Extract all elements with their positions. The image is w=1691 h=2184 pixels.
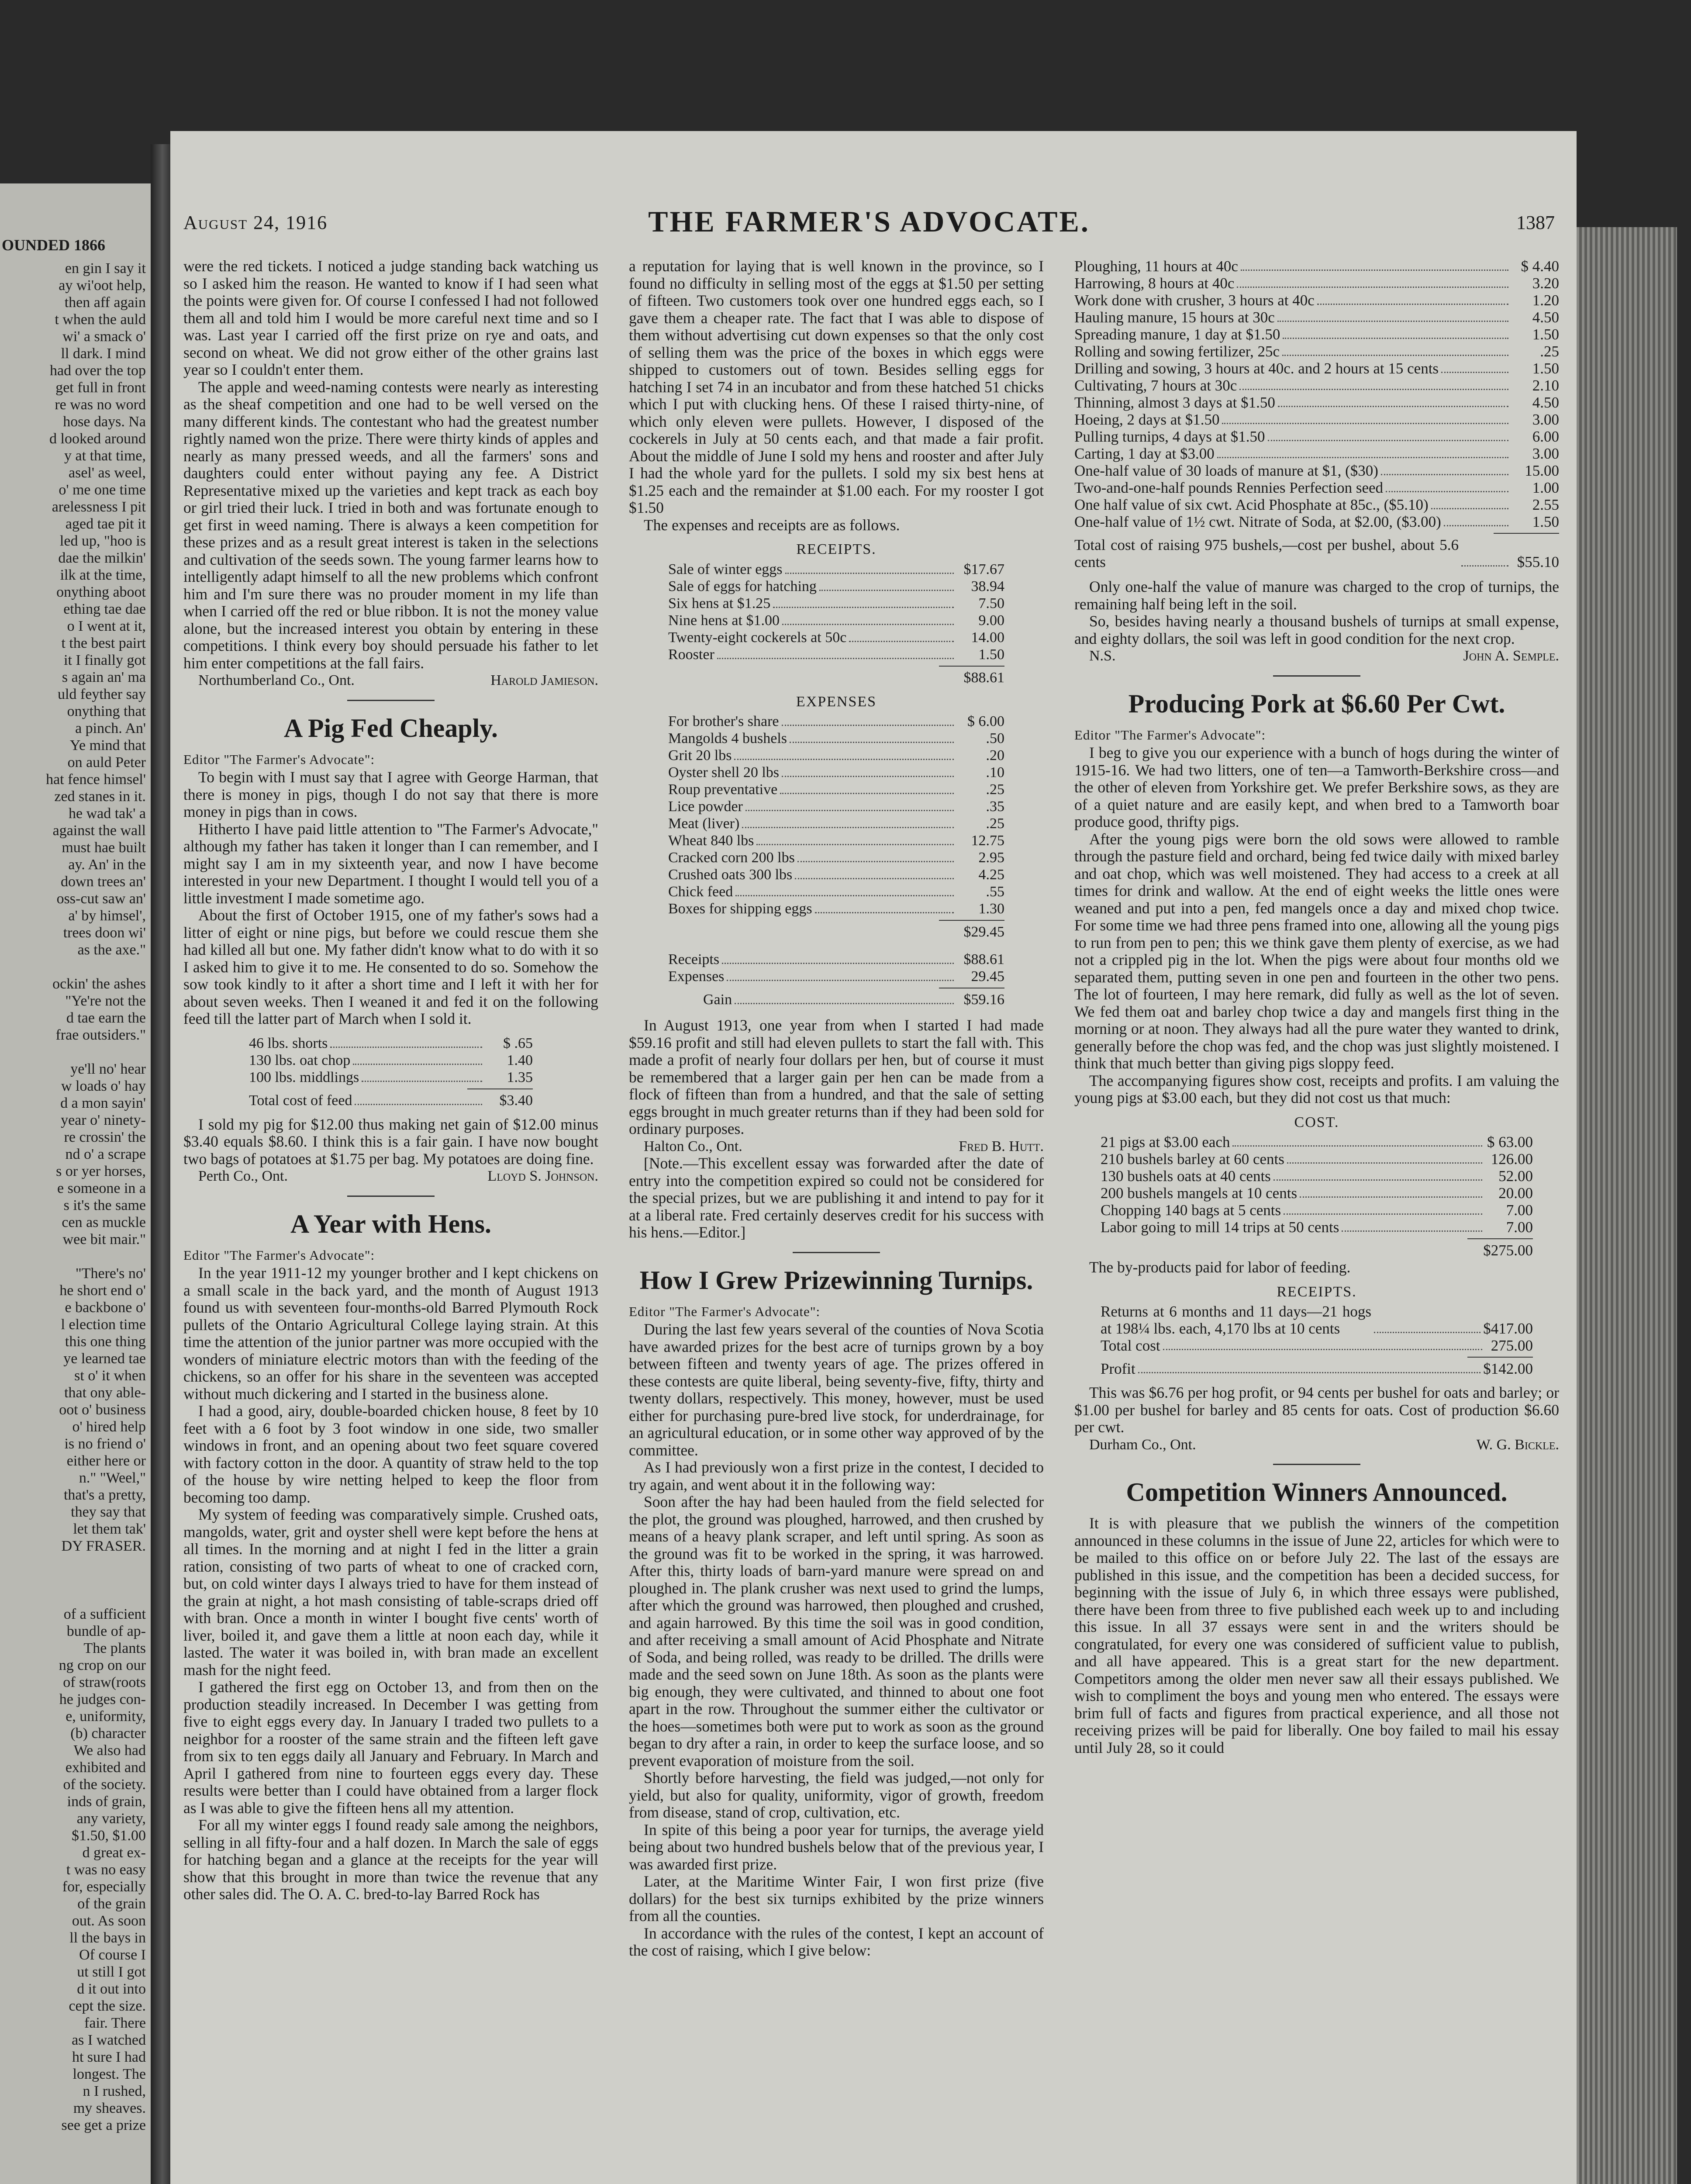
paragraph: were the red tickets. I noticed a judge standing back watching us so I asked him the reason. He wanted to know if I had seen what the points were given for. Of course I confessed I had not followed them all and told him I would be more careful next time and so I was. Last year I carried off the first prize on rye and oats, and second on wheat. We did not grow either of the other grains last year so I couldn't enter them. bbox=[183, 257, 598, 378]
left-page-line: of the grain bbox=[77, 1896, 146, 1912]
paragraph: After the young pigs were born the old sows were allowed to ramble through the pasture field and orchard, being fed twice daily with mixed barley and oat chop, which was well moistened. They had access to a creek at all times for drink and wallow. At the end of eight weeks the little ones were weaned and put into a pen, fed mangels once a day and mixed chop twice. For some time we had three pens framed into one, allowing all the young pigs to run from pen to pen; this we think gave them plenty of exercise, as we had not a crippled pig in the lot. When the pigs were about four months old we separated them, putting seven in one pen and fourteen in the other two pens. The lot of fourteen, I may here remark, did fully as well as the lot of seven. We fed them oat and barley chop twice a day and mangels first thing in the morning or at noon. They always had all the pure water they wanted to drink, generally before the chop was fed, and the chop was just slightly moistened. I think that much better than giving pigs sloppy feed. bbox=[1074, 830, 1559, 1072]
paragraph: The apple and weed-naming contests were nearly as interesting as the sheaf competition and one had to be well versed on the many different kinds. The contestant who had the greatest number rightly named won the prize. There were thirty kinds of apples and nearly as many pressed weeds, and all the farmers' sons and daughters could enter without paying any fee. A District Representative mixed up the varieties and kept track as each boy or girl tried their luck. I tried in both and was fortunate enough to get first in weed naming. There is always a keen competition for these prizes and as a result great interest is taken in the selections and cultivation of the seeds sown. The young farmer learns how to intelligently adapt himself to all the new problems which confront him and I'm sure there was no prouder moment in my life than when I carried off the red or blue ribbon. It is not the money value alone, but the increased interest you obtain by entering in these competitions. I think every boy should persuade his father to let him enter competitions at the fall fairs. bbox=[183, 378, 598, 672]
signature: Northumberland Co., Ont. Harold Jamieson. bbox=[198, 672, 598, 688]
left-page-line: (b) character bbox=[70, 1725, 146, 1742]
left-page-line: DY FRASER. bbox=[61, 1538, 146, 1554]
left-page-fragment bbox=[0, 183, 151, 2184]
left-page-line: aged tae pit it bbox=[65, 516, 146, 532]
left-page-line: ng crop on our bbox=[59, 1657, 146, 1673]
left-page-line: cept the size. bbox=[69, 1998, 146, 2014]
left-page-line bbox=[2, 1044, 146, 1061]
article-title: How I Grew Prizewinning Turnips. bbox=[639, 1265, 1033, 1295]
left-page-line bbox=[2, 958, 146, 975]
article-title: Competition Winners Announced. bbox=[1126, 1478, 1508, 1507]
table-row: Thinning, almost 3 days at $1.50 4.50 bbox=[1074, 394, 1559, 411]
table-row: One half value of six cwt. Acid Phosphate at 85c., ($5.10) 2.55 bbox=[1074, 496, 1559, 513]
table-row: Pulling turnips, 4 days at $1.50 6.00 bbox=[1074, 428, 1559, 445]
table-row: 46 lbs. shorts $ .65 bbox=[249, 1035, 533, 1051]
left-page-line: that's a pretty, bbox=[63, 1487, 146, 1503]
table-row: Crushed oats 300 lbs 4.25 bbox=[668, 867, 1004, 883]
signature: N.S. John A. Semple. bbox=[1089, 648, 1559, 664]
left-page-line: it I finally got bbox=[64, 652, 146, 668]
left-page-line: exhibited and bbox=[65, 1759, 146, 1776]
table-total: $88.61 bbox=[963, 669, 1004, 686]
table-row: Twenty-eight cockerels at 50c 14.00 bbox=[668, 629, 1004, 646]
paragraph: About the first of October 1915, one of my father's sows had a litter of eight or nine pigs, but before we could rescue them she had killed all but one. My father didn't know what to do with it so I asked him to give it to me. He consented to do so. Somehow the sow took kindly to it after a short time and I left it with her for about seven weeks. Then I weaned it and fed it on the following feed till the latter part of March when I sold it. bbox=[183, 906, 598, 1027]
left-page-line: down trees an' bbox=[61, 874, 146, 890]
left-page-line: out. As soon bbox=[72, 1913, 146, 1929]
table-row: Nine hens at $1.00 9.00 bbox=[668, 612, 1004, 629]
table-row: 130 bushels oats at 40 cents 52.00 bbox=[1101, 1168, 1533, 1185]
table-row: Mangolds 4 bushels .50 bbox=[668, 730, 1004, 746]
feed-table bbox=[183, 1035, 598, 1109]
left-page-line: nd o' a scrape bbox=[65, 1146, 146, 1162]
left-page-line: onything aboot bbox=[56, 584, 146, 600]
divider bbox=[1273, 675, 1360, 677]
left-page-line: asel' as weel, bbox=[69, 465, 146, 481]
left-page-line: re was no word bbox=[55, 397, 146, 413]
issue-date: August 24, 1916 bbox=[183, 212, 328, 233]
paragraph: The expenses and receipts are as follows. bbox=[644, 516, 900, 534]
table-row: Grit 20 lbs .20 bbox=[668, 747, 1004, 764]
left-page-line: d tae earn the bbox=[66, 1010, 146, 1026]
left-page-line: ockin' the ashes bbox=[52, 976, 146, 992]
left-page-line: l election time bbox=[61, 1317, 146, 1333]
paragraph: Later, at the Maritime Winter Fair, I won first prize (five dollars) for the best six turnips exhibited by the prize winners from all the counties. bbox=[629, 1873, 1044, 1925]
table-total: $275.00 bbox=[1483, 1242, 1533, 1259]
left-page-line: uld feyther say bbox=[57, 686, 146, 702]
paragraph: In the year 1911-12 my younger brother and I kept chickens on a small scale in the back yard, and the month of August 1913 found us with seventeen four-months-old Barred Plymouth Rock pullets of the Ontario Agricultural College laying strain. At this time the attention of the junior partner was more occupied with the wonders of miniature electric motors than with the feeding of the chickens, so an offer for his share in the seventeen was accepted without much dickering and I started in the business alone. bbox=[183, 1264, 598, 1403]
paragraph: In spite of this being a poor year for turnips, the average yield being about two hundred bushels below that of the previous year, I was awarded first prize. bbox=[629, 1821, 1044, 1873]
left-page-line: that ony able- bbox=[64, 1385, 146, 1401]
newspaper-page bbox=[170, 131, 1577, 2184]
table-heading: RECEIPTS. bbox=[796, 541, 877, 557]
left-page-line bbox=[2, 1572, 146, 1589]
left-page-line: t the best pairt bbox=[61, 635, 146, 651]
pork-receipts bbox=[1074, 1283, 1559, 1378]
left-page-line: get full in front bbox=[55, 380, 146, 396]
left-page-line: $1.50, $1.00 bbox=[72, 1828, 146, 1844]
left-page-line: t was no easy bbox=[66, 1862, 146, 1878]
editor-salutation: Editor "The Farmer's Advocate": bbox=[629, 1303, 821, 1319]
table-heading: RECEIPTS. bbox=[1277, 1283, 1357, 1300]
left-page-line: trees doon wi' bbox=[63, 925, 146, 941]
left-page-line: n." "Weel," bbox=[79, 1470, 146, 1486]
column-2 bbox=[629, 258, 1044, 1959]
editor-salutation: Editor "The Farmer's Advocate": bbox=[183, 751, 375, 767]
left-page-line: they say that bbox=[71, 1504, 146, 1520]
editor-salutation: Editor "The Farmer's Advocate": bbox=[1074, 727, 1266, 743]
paragraph: The by-products paid for labor of feeding. bbox=[1089, 1258, 1351, 1276]
left-page-header: OUNDED 1866 bbox=[2, 236, 106, 254]
paragraph: So, besides having nearly a thousand bushels of turnips at small expense, and eighty dollars, the soil was left in good condition for the next crop. bbox=[1074, 612, 1559, 647]
left-page-line: year o' ninety- bbox=[61, 1112, 146, 1128]
left-page-line: o' hired help bbox=[72, 1419, 146, 1435]
table-row: Drilling and sowing, 3 hours at 40c. and 2 hours at 15 cents 1.50 bbox=[1074, 360, 1559, 377]
left-page-line: wee bit mair." bbox=[62, 1231, 146, 1248]
table-row: Oyster shell 20 lbs .10 bbox=[668, 764, 1004, 781]
table-row: Hauling manure, 15 hours at 30c 4.50 bbox=[1074, 309, 1559, 326]
left-page-line: d a mon sayin' bbox=[60, 1095, 146, 1111]
left-page-line: ht sure I had bbox=[72, 2049, 146, 2065]
left-page-line: longest. The bbox=[72, 2066, 146, 2082]
left-page-line: then aff again bbox=[64, 294, 146, 311]
table-row: Cultivating, 7 hours at 30c 2.10 bbox=[1074, 377, 1559, 394]
paragraph: During the last few years several of the counties of Nova Scotia have awarded prizes for the best acre of turnips grown by a boy between fifteen and twenty years of age. The prizes offered in these contests are quite liberal, being seventy-five, fifty, thirty and twenty dollars, respectively. This money, however, must be used either for purchasing pure-bred live stock, for underdrainage, for an agricultural education, or in some other way approved of by the committee. bbox=[629, 1320, 1044, 1459]
profit-row: Profit $142.00 bbox=[1101, 1360, 1533, 1377]
book-gutter bbox=[151, 144, 170, 2184]
table-row: 200 bushels mangels at 10 cents 20.00 bbox=[1101, 1185, 1533, 1202]
left-page-line: any variety, bbox=[76, 1811, 146, 1827]
paragraph: I beg to give you our experience with a bunch of hogs during the winter of 1915-16. We had two litters, one of ten—a Tamworth-Berkshire cross—and the other of eleven from Yorkshire get. We prefer Berkshire sows, as they are of a quiet nature and are easily kept, and when bred to a Tamworth boar produce good, thrifty pigs. bbox=[1074, 744, 1559, 830]
divider bbox=[793, 1252, 880, 1253]
left-page-line: of straw(roots bbox=[63, 1674, 146, 1690]
paragraph: As I had previously won a first prize in the contest, I decided to try again, and went about it in the following way: bbox=[629, 1458, 1044, 1493]
left-page-line: n I rushed, bbox=[83, 2083, 146, 2099]
paragraph: In accordance with the rules of the contest, I kept an account of the cost of raising, which I give below: bbox=[629, 1924, 1044, 1959]
left-page-line: see get a prize bbox=[61, 2117, 146, 2133]
left-page-line: y at that time, bbox=[64, 448, 146, 464]
page-number: 1387 bbox=[1516, 212, 1555, 233]
left-page-line: o I went at it, bbox=[67, 618, 146, 634]
table-row: Work done with crusher, 3 hours at 40c 1.20 bbox=[1074, 292, 1559, 309]
paragraph: I sold my pig for $12.00 thus making net gain of $12.00 minus $3.40 equals $8.60. I think this is a fair gain. I have now bought two bags of potatoes at $1.75 per bag. My potatoes are doing fine. bbox=[183, 1115, 598, 1168]
editor-note: [Note.—This excellent essay was forwarded after the date of entry into the competition expired so could not be considered for the special prizes, but we are publishing it and intend to pay for it at a liberal rate. Fred certainly deserves credit for his success with his hens.—Editor.] bbox=[629, 1154, 1044, 1241]
left-page-line bbox=[2, 1589, 146, 1606]
left-page-line: We also had bbox=[73, 1742, 146, 1759]
table-row: Meat (liver) .25 bbox=[668, 816, 1004, 832]
left-page-line: "There's no' bbox=[75, 1265, 146, 1282]
left-page-line: of the society. bbox=[63, 1776, 146, 1793]
left-page-line: ut still I got bbox=[77, 1964, 146, 1980]
divider bbox=[1273, 1464, 1360, 1465]
table-row: 210 bushels barley at 60 cents 126.00 bbox=[1101, 1151, 1533, 1168]
table-row: Sale of winter eggs $17.67 bbox=[668, 561, 1004, 577]
left-page-line: ay. An' in the bbox=[68, 857, 146, 873]
left-page-line: hat fence himsel' bbox=[46, 771, 146, 788]
left-page-line: bundle of ap- bbox=[66, 1623, 146, 1639]
left-page-line: fair. There bbox=[84, 2015, 146, 2031]
left-page-line: hose days. Na bbox=[63, 414, 146, 430]
table-row: Labor going to mill 14 trips at 50 cents 7.00 bbox=[1101, 1219, 1533, 1236]
table-row: Rooster 1.50 bbox=[668, 646, 1004, 663]
table-row: Harrowing, 8 hours at 40c 3.20 bbox=[1074, 275, 1559, 292]
table-row: 130 lbs. oat chop 1.40 bbox=[249, 1052, 533, 1068]
article-title: A Year with Hens. bbox=[290, 1209, 492, 1238]
paragraph: Only one-half the value of manure was charged to the crop of turnips, the remaining half being left in the soil. bbox=[1074, 578, 1559, 613]
left-page-line: s again an' ma bbox=[62, 669, 146, 685]
table-row: 21 pigs at $3.00 each $ 63.00 bbox=[1101, 1133, 1533, 1151]
left-page-line: on auld Peter bbox=[67, 754, 146, 771]
paragraph: For all my winter eggs I found ready sale among the neighbors, selling in all fifty-four and a half dozen. In March the sale of eggs for hatching began and a glance at the receipts for the year will show that this brought in more than twice the revenue that any other sales did. The O. A. C. bred-to-lay Barred Rock has bbox=[183, 1816, 598, 1903]
table-row: Lice powder .35 bbox=[668, 798, 1004, 815]
left-page-line: of a sufficient bbox=[63, 1606, 146, 1622]
table-row: Six hens at $1.25 7.50 bbox=[668, 595, 1004, 612]
left-page-line: ay wi'oot help, bbox=[59, 277, 146, 294]
left-page-line: ye learned tae bbox=[63, 1351, 146, 1367]
paragraph: a reputation for laying that is well known in the province, so I found no difficulty in selling most of the eggs at $1.50 per setting of fifteen. Two customers took over one hundred eggs each, so I gave them a cheaper rate. The fact that I was able to dispose of them without advertising cut down expenses so that the only cost of selling them was the price of the boxes in which eggs were shipped to customers out of town. Besides selling eggs for hatching I set 74 in an incubator and from these hatched 51 chicks which I put with clucking hens. Of these I raised thirty-nine, of which only eleven were pullets. However, I disposed of the cockerels in July at 50 cents each, and that made a fair profit. About the middle of June I sold my hens and rooster and after July I had the whole yard for the pullets. I sold my six best hens at $1.25 each and the remainder at $1.00 each. For my rooster I got $1.50 bbox=[629, 257, 1044, 516]
left-page-line: d looked around bbox=[49, 431, 146, 447]
page-header bbox=[183, 204, 1555, 239]
table-row: One-half value of 1½ cwt. Nitrate of Soda, at $2.00, ($3.00) 1.50 bbox=[1074, 513, 1559, 530]
left-page-line: wi' a smack o' bbox=[62, 328, 146, 345]
left-page-line: "Ye're not the bbox=[65, 993, 146, 1009]
paragraph: I had a good, airy, double-boarded chicken house, 8 feet by 10 feet with a 6 foot by 3 foot window in one side, two smaller windows in front, and an opening about two feet square covered with factory cotton in the door. A quantity of straw held to the top of the house by wire netting helped to keep the floor from becoming too damp. bbox=[183, 1402, 598, 1506]
left-page-line: as I watched bbox=[72, 2032, 146, 2048]
left-page-line: oot o' business bbox=[59, 1402, 146, 1418]
paragraph: In August 1913, one year from when I started I had made $59.16 profit and still had eleven pullets to start the fall with. This made a profit of nearly four dollars per hen, but of course it must be remembered that a larger gain per hen can be made from a flock of fifteen than from a hundred, and that the sale of setting eggs brought in much greater returns than if they had been sold for ordinary purposes. bbox=[629, 1016, 1044, 1137]
page-edges bbox=[1577, 227, 1677, 2184]
left-page-line: against the wall bbox=[52, 822, 146, 839]
masthead-title: THE FARMER'S ADVOCATE. bbox=[648, 205, 1090, 238]
paragraph: The accompanying figures show cost, receipts and profits. I am valuing the young pigs at $3.00 each, but they did not cost us that much: bbox=[1074, 1071, 1559, 1106]
table-row: For brother's share $ 6.00 bbox=[668, 713, 1004, 729]
left-page-line: ll dark. I mind bbox=[61, 346, 146, 362]
table-total: $29.45 bbox=[963, 924, 1004, 940]
left-page-line: Ye mind that bbox=[69, 737, 146, 753]
receipts-table bbox=[668, 561, 1004, 686]
column-1 bbox=[183, 258, 598, 1903]
table-row: Hoeing, 2 days at $1.50 3.00 bbox=[1074, 411, 1559, 428]
left-page-line: onything that bbox=[67, 703, 146, 719]
left-page-line: let them tak' bbox=[73, 1521, 146, 1537]
table-row: Two-and-one-half pounds Rennies Perfection seed 1.00 bbox=[1074, 479, 1559, 496]
paragraph: I gathered the first egg on October 13, and from then on the production steadily increased. In December I was getting from five to eight eggs every day. In January I traded two pullets to a neighbor for a rooster of the same strain and the fifteen left gave from six to ten eggs daily all January and February. In March and April I gathered from nine to fourteen eggs every day. These results were better than I could have obtained from a larger flock as I was able to give the fifteen hens all my attention. bbox=[183, 1678, 598, 1817]
left-page-line: w loads o' hay bbox=[61, 1078, 146, 1094]
article-title: A Pig Fed Cheaply. bbox=[283, 713, 498, 743]
table-total: Total cost of feed $3.40 bbox=[249, 1092, 533, 1109]
left-page-line: led up, "hoo is bbox=[59, 533, 146, 549]
left-page-line bbox=[2, 1555, 146, 1572]
left-page-column bbox=[2, 260, 146, 2134]
divider bbox=[347, 1196, 435, 1197]
left-page-line: t when the auld bbox=[55, 311, 146, 328]
left-page-line: he short end o' bbox=[59, 1282, 146, 1299]
left-page-line: cen as muckle bbox=[62, 1214, 146, 1230]
table-row: Wheat 840 lbs 12.75 bbox=[668, 833, 1004, 849]
table-row: Ploughing, 11 hours at 40c $ 4.40 bbox=[1074, 258, 1559, 275]
table-row: Cracked corn 200 lbs 2.95 bbox=[668, 850, 1004, 866]
left-page-line: either here or bbox=[66, 1453, 146, 1469]
left-page-line: o' me one time bbox=[59, 482, 146, 498]
left-page-line: d it out into bbox=[77, 1981, 146, 1997]
left-page-line: e, uniformity, bbox=[66, 1708, 146, 1724]
left-page-line: inds of grain, bbox=[67, 1794, 146, 1810]
paragraph: Soon after the hay had been hauled from the field selected for the plot, the ground was ploughed, harrowed, and then crushed by means of a heavy plank scraper, and left until spring. As soon as the ground was fit to be worked in the spring, it was harrowed. After this, thirty loads of barn-yard manure were spread on and ploughed in. The plank crusher was next used to grind the lumps, after which the ground was harrowed, then ploughed and crushed, and again harrowed. By this time the soil was in good condition, and after receiving a small amount of Acid Phosphate and Nitrate of Soda, and being rolled, was ready to be drilled. The drills were made and the seed sown on June 18th. As soon as the plants were big enough, they were cultivated, and thinned to about one foot apart in the row. Throughout the summer either the cultivator or the hoes—sometimes both were put to work as soon as the ground began to dry after a rain, in order to keep the surface loose, and so prevent evaporation of moisture from the soil. bbox=[629, 1493, 1044, 1769]
signature: Durham Co., Ont. W. G. Bickle. bbox=[1089, 1436, 1559, 1453]
left-page-line: ilk at the time, bbox=[60, 567, 146, 583]
left-page-line: my sheaves. bbox=[73, 2100, 146, 2116]
left-page-line: a pinch. An' bbox=[75, 720, 146, 736]
table-row: Rolling and sowing fertilizer, 25c .25 bbox=[1074, 343, 1559, 360]
left-page-line: as the axe." bbox=[77, 942, 146, 958]
left-page-line: this one thing bbox=[65, 1334, 146, 1350]
table-row: Boxes for shipping eggs 1.30 bbox=[668, 901, 1004, 917]
left-page-line: Of course I bbox=[79, 1947, 146, 1963]
article-title: Producing Pork at $6.60 Per Cwt. bbox=[1128, 689, 1505, 718]
left-page-line: he wad tak' a bbox=[69, 805, 146, 822]
pork-accounts bbox=[1074, 1114, 1559, 1259]
divider bbox=[347, 700, 435, 701]
left-page-line: en gin I say it bbox=[65, 260, 146, 276]
left-page-line: re crossin' the bbox=[64, 1129, 146, 1145]
left-page-line: ll the bays in bbox=[69, 1930, 146, 1946]
left-page-line: arelessness I pit bbox=[52, 499, 146, 515]
paragraph: To begin with I must say that I agree with George Harman, that there is money in pigs, though I do not say that there is more money in pigs than in cows. bbox=[183, 768, 598, 820]
left-page-line: The plants bbox=[83, 1640, 146, 1656]
table-row: Receipts $88.61 bbox=[668, 951, 1004, 968]
table-row: 100 lbs. middlings 1.35 bbox=[249, 1069, 533, 1085]
left-page-line: oss-cut saw an' bbox=[56, 891, 146, 907]
left-page-line: st o' it when bbox=[74, 1368, 146, 1384]
left-page-line: a' by himsel', bbox=[68, 908, 146, 924]
table-heading: COST. bbox=[1294, 1114, 1339, 1130]
expenses-table bbox=[668, 713, 1004, 940]
signature: Halton Co., Ont. Fred B. Hutt. bbox=[644, 1138, 1044, 1154]
paragraph: My system of feeding was comparatively simple. Crushed oats, mangolds, water, grit and oyster shell were kept before the hens at all times. In the morning and at night I fed in the litter a grain ration, consisting of two parts of wheat to one of cracked corn, but, on cold winter days I always tried to have for them instead of the grain at night, a hot mash consisting of table-scraps dried off with bran. Once a month in winter I bought five cents' worth of liver, boiled it, and gave them a little at noon each day, while it lasted. The water it was boiled in, with bran made an excellent mash for the night feed. bbox=[183, 1506, 598, 1679]
paragraph: Shortly before harvesting, the field was judged,—not only for yield, but also for quality, uniformity, vigor of growth, freedom from disease, stand of crop, cultivation, etc. bbox=[629, 1769, 1044, 1821]
table-row: Returns at 6 months and 11 days—21 hogs at 198¼ lbs. each, 4,170 lbs at 10 cents $417.00 bbox=[1101, 1303, 1533, 1337]
left-page-line: frae outsiders." bbox=[55, 1027, 146, 1043]
editor-salutation: Editor "The Farmer's Advocate": bbox=[183, 1247, 375, 1263]
table-heading: EXPENSES bbox=[796, 693, 877, 710]
left-page-line: dae the milkin' bbox=[58, 550, 146, 566]
paragraph: Hitherto I have paid little attention to "The Farmer's Advocate," although my father has taken it longer than I can remember, and I might say I am in my sixteenth year, and now I have become interested in your new Department. I thought I would tell you of a little investment I made sometime ago. bbox=[183, 820, 598, 907]
left-page-line: e backbone o' bbox=[65, 1299, 146, 1316]
hen-accounts bbox=[629, 541, 1044, 1008]
table-row: Carting, 1 day at $3.00 3.00 bbox=[1074, 445, 1559, 462]
signature: Perth Co., Ont. Lloyd S. Johnson. bbox=[198, 1168, 598, 1184]
table-row: Total cost 275.00 bbox=[1101, 1337, 1533, 1354]
left-page-line bbox=[2, 1248, 146, 1265]
table-row: Chick feed .55 bbox=[668, 884, 1004, 900]
table-row: Expenses 29.45 bbox=[668, 968, 1004, 985]
left-page-line: he judges con- bbox=[59, 1691, 146, 1707]
table-row: Roup preventative .25 bbox=[668, 781, 1004, 798]
table-row: Spreading manure, 1 day at $1.50 1.50 bbox=[1074, 326, 1559, 343]
table-row: One-half value of 30 loads of manure at $1, ($30) 15.00 bbox=[1074, 462, 1559, 479]
table-row: Sale of eggs for hatching 38.94 bbox=[668, 578, 1004, 594]
table-row: Chopping 140 bags at 5 cents 7.00 bbox=[1101, 1202, 1533, 1219]
left-page-line: e someone in a bbox=[57, 1180, 146, 1196]
left-page-line: had over the top bbox=[50, 363, 146, 379]
table-total: Total cost of raising 975 bushels,—cost per bushel, about 5.6 cents $55.10 bbox=[1074, 536, 1559, 570]
paragraph: This was $6.76 per hog profit, or 94 cents per bushel for oats and barley; or $1.00 per bushel for barley and 85 cents for oats. Cost of production $6.60 per cwt. bbox=[1074, 1384, 1559, 1436]
left-page-line: must hae built bbox=[62, 840, 146, 856]
left-page-line: d great ex- bbox=[82, 1845, 146, 1861]
left-page-line: for, especially bbox=[62, 1879, 146, 1895]
background-dark bbox=[0, 0, 1691, 131]
column-3 bbox=[1074, 258, 1559, 1756]
left-page-line: ething tae dae bbox=[63, 601, 146, 617]
left-page-line: s or yer horses, bbox=[56, 1163, 146, 1179]
turnip-cost-table bbox=[1074, 258, 1559, 570]
paragraph: It is with pleasure that we publish the winners of the competition announced in these columns in the issue of June 22, articles for which were to be mailed to this office on or before July 22. The last of the essays are published in this issue, and the competition has been a decided success, for beginning with the issue of July 6, in which three essays were published, there have been from three to five published each week up to and including this issue. In all 37 essays were sent in and the writers should be congratulated, for every one was considered of sufficient value to publish, and all have appeared. This is a great start for the new department. Competitors among the older men never saw all their essays published. We wish to compliment the boys and young men who entered. The essays were brim full of facts and figures from practical experience, and all those not receiving prizes will be paid for liberally. One boy failed to mail his essay until July 28, so it could bbox=[1074, 1514, 1559, 1756]
left-page-line: is no friend o' bbox=[64, 1436, 146, 1452]
left-page-line: ye'll no' hear bbox=[70, 1061, 146, 1077]
left-page-line: s it's the same bbox=[63, 1197, 146, 1213]
gain-row: Gain $59.16 bbox=[703, 992, 1004, 1008]
left-page-line: zed stanes in it. bbox=[54, 788, 146, 805]
